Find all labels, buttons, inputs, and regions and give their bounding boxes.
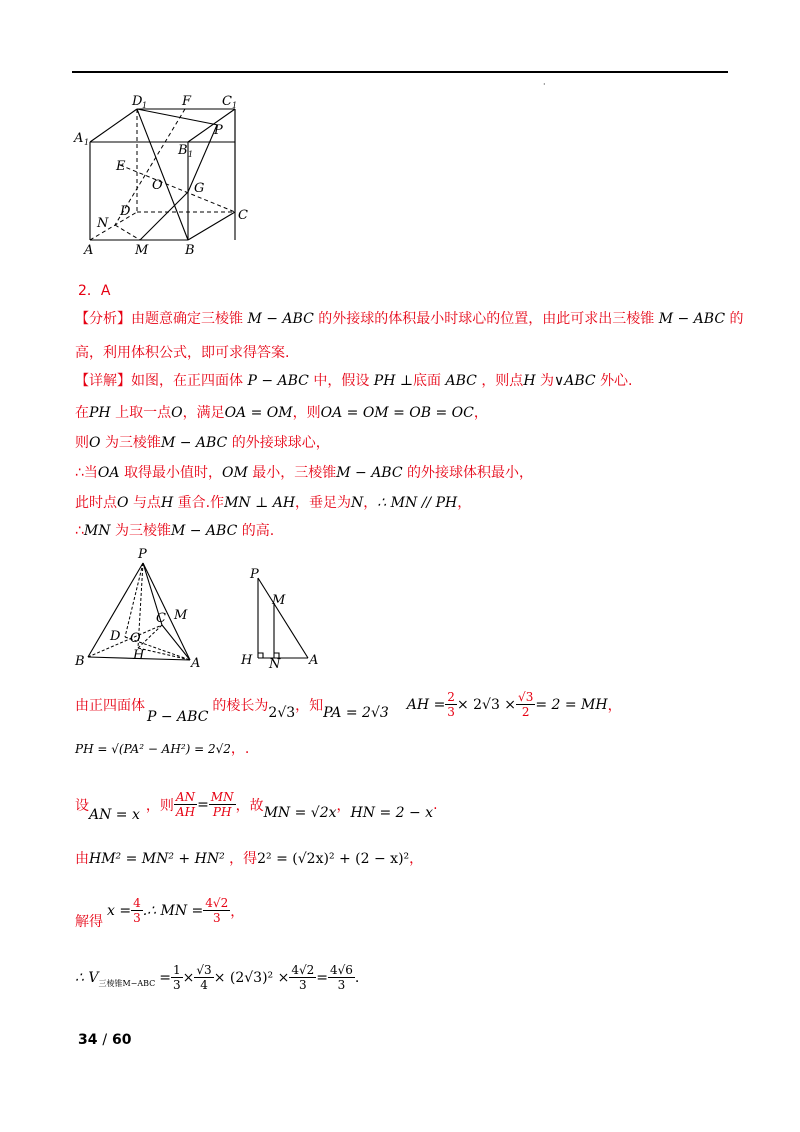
svg-text:B: B: [185, 243, 195, 258]
svg-text:O: O: [130, 631, 141, 646]
svg-text:A: A: [84, 243, 94, 258]
detail-line-4: ∴当OA 取得最小值时，OM 最小，三棱锥M − ABC 的外接球体积最小，: [75, 465, 534, 481]
detail-line-1: 【详解】如图，在正四面体 P − ABC 中，假设 PH ⊥底面 ABC ，则点H 为∨ABC 外心.: [75, 373, 633, 389]
answer-line: 2．A: [78, 283, 111, 299]
svg-text:C: C: [156, 611, 166, 626]
detail-line-3: 则O 为三棱锥M − ABC 的外接球球心，: [75, 435, 330, 451]
svg-text:B: B: [178, 143, 188, 158]
calc-line-1: 由正四面体 P − ABC 的棱长为 2√3 ，知 PA = 2√3 AH = $\frac{2}{3}$ × 2√3 × $\frac{√3}{2}$ = 2 = MH ，: [75, 690, 622, 725]
svg-text:1: 1: [84, 138, 90, 147]
svg-text:M: M: [135, 243, 149, 258]
calc-line-2: PH = √(PA² − AH²) = 2√2，.: [75, 741, 250, 757]
svg-text:F: F: [182, 94, 192, 109]
svg-text:D: D: [110, 629, 121, 644]
svg-text:O: O: [152, 178, 163, 193]
svg-text:A: A: [74, 131, 84, 146]
svg-text:A: A: [309, 653, 319, 668]
header-rule: [72, 71, 728, 73]
segment-GM: [140, 192, 188, 240]
edge-BC: [188, 212, 235, 240]
svg-text:C: C: [222, 94, 232, 109]
svg-text:P: P: [250, 567, 259, 582]
svg-text:D: D: [132, 94, 143, 109]
calc-line-5: 解得 x = $\frac{4}{3}$ .∴ MN = $\frac{4√2}{3}$ ，: [75, 896, 245, 930]
svg-text:1: 1: [142, 101, 148, 110]
svg-text:1: 1: [188, 150, 194, 159]
calc-line-4: 由HM² = MN² + HN² ，得2² = (√2x)² + (2 − x)²，: [75, 851, 424, 867]
svg-text:P: P: [138, 547, 147, 562]
edge-A1D1: [90, 109, 137, 142]
svg-text:P: P: [214, 123, 223, 138]
svg-text:N: N: [269, 657, 281, 672]
svg-text:A: A: [191, 656, 201, 671]
page-number: 34 / 60: [78, 1032, 132, 1048]
svg-text:E: E: [116, 159, 126, 174]
segment-D1B: [137, 109, 188, 240]
svg-text:N: N: [97, 216, 109, 231]
header-dot: ·: [543, 80, 546, 89]
calc-line-3: 设 AN = x ，则 $\frac{AN}{AH}$ = $\frac{MN}{PH}$ ，故 MN = √2x ， HN = 2 − x .: [75, 790, 438, 823]
svg-text:C: C: [238, 208, 248, 223]
svg-text:G: G: [194, 181, 205, 196]
tetrahedron-figure: [70, 545, 210, 675]
analysis-line-2: 高，利用体积公式，即可求得答案.: [75, 345, 290, 361]
analysis-line-1: 【分析】由题意确定三棱锥 M − ABC 的外接球的体积最小时球心的位置，由此可求出三棱锥 M − ABC 的: [75, 311, 744, 327]
detail-line-5: 此时点O 与点H 重合.作MN ⊥ AH，垂足为N，∴ MN // PH，: [75, 495, 472, 511]
detail-line-6: ∴MN 为三棱锥M − ABC 的高.: [75, 523, 275, 539]
svg-text:M: M: [272, 593, 286, 608]
svg-text:D: D: [120, 204, 131, 219]
calc-line-6: ∴ V 三棱锥M−ABC = $\frac{1}{3}$ × $\frac{√3}{4}$ × (2√3)² × $\frac{4√2}{3}$ = $\frac{4√6}{3}$ .: [75, 963, 360, 992]
svg-text:B: B: [75, 654, 85, 669]
svg-text:M: M: [174, 608, 188, 623]
right-triangle-figure: [238, 560, 328, 672]
detail-line-2: 在PH 上取一点O，满足OA = OM，则OA = OM = OB = OC，: [75, 405, 488, 421]
svg-text:H: H: [241, 653, 253, 668]
svg-text:H: H: [133, 648, 145, 663]
svg-text:1: 1: [232, 101, 238, 110]
cube-figure: [70, 92, 260, 262]
segment-PA: [258, 578, 308, 658]
